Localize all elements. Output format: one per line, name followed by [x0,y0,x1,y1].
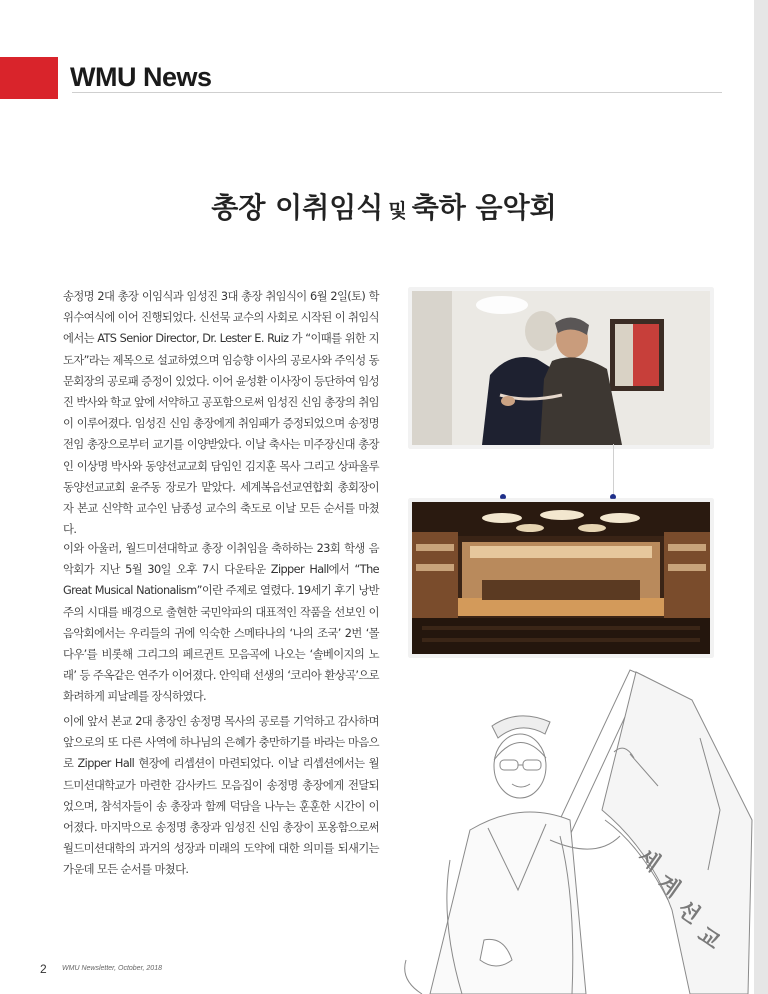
page-edge-strip [754,0,768,994]
section-marker [0,57,58,99]
concert-photo [409,499,713,657]
graduate-flag-sketch [400,660,754,994]
article-title-part2: 축하 음악회 [411,191,557,224]
flag-char-4: 교 [692,921,725,956]
concert-photo-illustration [412,502,710,654]
embrace-photo [409,288,713,448]
section-title: WMU News [70,62,212,92]
article-title-connector: 및 [388,200,407,222]
article-paragraph-3: 이에 앞서 본교 2대 총장인 송정명 목사의 공로를 기억하고 감사하며 앞으로의 또 다른 사역에 하나님의 은혜가 충만하기를 바라는 마음으로 Zipper Hall 현장에 리셉션이 마련되었다. 이날 리셉션에서는 월드미션대학교가 마련한 감사카드 모음집이 송정명 총장에게 전달되었으며, 참석자들이 송 총장과 함께 덕담을 나누는 훈훈한 시간이 이어졌다. 마지막으로 송정명 총장과 임성진 신임 총장이 포옹함으로써 월드미션대학의 과거의 성장과 미래의 도약에 대한 의미를 되새기는 가운데 모든 순서를 마쳤다. [63,715,379,877]
publication-footer: WMU Newsletter, October, 2018 [62,965,162,972]
photo-connector-line [613,444,614,498]
article-title-part1: 총장 이취임식 [211,191,384,224]
flag-char-2: 계 [652,869,685,904]
article-paragraph-2: 이와 아울러, 월드미션대학교 총장 이취임을 축하하는 23회 학생 음악회가 지난 5월 30일 오후 7시 다운타운 Zipper Hall에서 “The Great Musical Nationalism”이란 주제로 열렸다. 19세기 후기 낭반주의 시대를 배경으로 출현한 국민악파의 대표적인 작품을 선보인 이 음악회에서는 우리들의 귀에 익숙한 스메타나의 ‘나의 조국’ 2번 ‘몰다우’를 비롯해 그리그의 페르귄트 모음곡에 나오는 ‘솔베이지의 노래’ 등 주옥같은 연주가 이어졌다. 안익태 선생의 ‘코리아 환상곡’으로 화려하게 피날레를 장식하였다. [63,542,379,704]
article-paragraph-1: 송정명 2대 총장 이임식과 임성진 3대 총장 취임식이 6월 2일(토) 학위수여식에 이어 진행되었다. 신선묵 교수의 사회로 시작된 이 취임식에서는 ATS Senior Director, Dr. Lester E. Ruiz 가 “이때를 위한 지도자”라는 제목으로 설교하였으며 임승향 이사의 공로사와 주익성 동문회장의 공로패 증정이 있었다. 이어 윤성환 이사장이 등단하여 임성진 박사와 학교 앞에 서약하고 공포함으로써 임성진 신임 총장의 취임이 이루어졌다. 임성진 신임 총장에게 취임패가 증정되었으며 송정명 전임 총장으로부터 교기를 이양받았다. 이날 축사는 미주장신대 총장인 이상명 박사와 동양선교교회 담임인 김지훈 목사 그리고 상파울루 동양선교교회 윤주동 장로가 맡았다. 세계복음선교연합회 총회장이자 본교 신약학 교수인 남종성 교수의 축도로 이날 모든 순서를 마쳤다. [63,290,379,537]
embrace-photo-illustration [412,291,710,445]
header-divider [72,92,722,93]
article-title [0,186,768,226]
page-number: 2 [40,962,47,976]
flag-char-3: 선 [672,895,705,930]
flag-char-1: 세 [632,843,665,878]
